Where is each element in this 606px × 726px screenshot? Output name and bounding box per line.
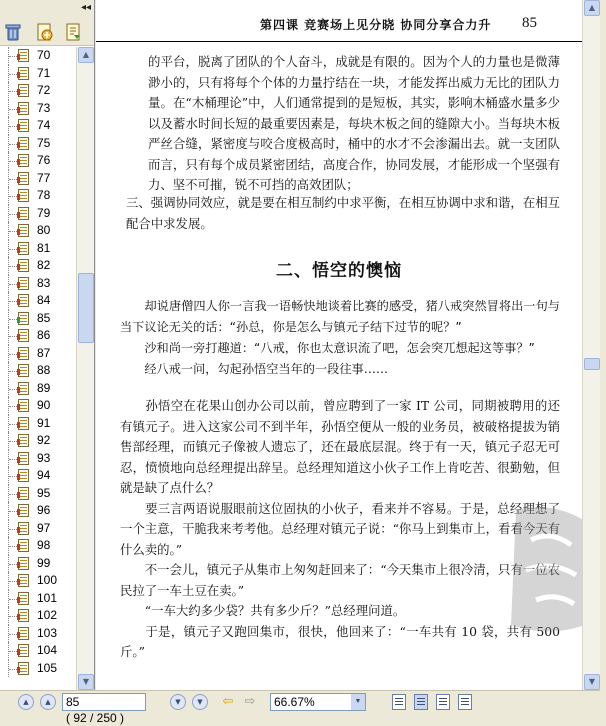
bookmark-item[interactable] <box>0 537 76 555</box>
bookmark-item[interactable] <box>0 432 76 450</box>
bookmark-label: 86 <box>37 328 51 342</box>
bookmark-label: 99 <box>37 555 51 570</box>
bookmark-label: 70 <box>37 48 51 62</box>
paragraph-intro: 却说唐僧四人你一言我一语畅快地谈着比赛的感受，猪八戒突然冒将出一句与当下议论无关的话：“孙总，你是怎么与镇元子结下过节的呢？” 沙和尚一旁打趣道：“八戒，你也太意识流了吧，怎会突兀想起这等事？” 经八戒一问，勾起孙悟空当年的一段往事…… <box>120 299 560 376</box>
bookmark-item[interactable] <box>0 520 76 538</box>
continuous-facing-view-icon[interactable] <box>458 694 472 710</box>
bookmark-item[interactable] <box>0 555 76 573</box>
page-icon <box>18 67 29 80</box>
chevron-down-icon[interactable]: ▼ <box>351 694 365 710</box>
bookmark-item[interactable] <box>0 485 76 503</box>
bookmark-item[interactable] <box>0 187 76 205</box>
bookmark-label: 103 <box>37 625 58 640</box>
bookmark-label: 79 <box>37 205 51 220</box>
bookmark-item[interactable] <box>0 590 76 608</box>
bookmark-item[interactable] <box>0 152 76 170</box>
bookmark-label: 95 <box>37 485 51 500</box>
bookmarks-toolbar <box>0 18 94 46</box>
scrollbar-thumb[interactable] <box>78 273 94 343</box>
paragraph-point-three: 三、强调协同效应，就是要在相互制约中求平衡，在相互协调中求和谐，在相互配合中求发展。 <box>126 195 560 231</box>
bookmark-label: 74 <box>37 118 51 132</box>
bookmarks-scrollbar[interactable] <box>76 47 94 690</box>
section-heading: 二、悟空的懊恼 <box>276 261 402 281</box>
page-number: 85 <box>522 15 537 31</box>
page-icon <box>18 399 29 412</box>
page-icon <box>18 189 29 202</box>
bookmark-item[interactable] <box>0 257 76 275</box>
bookmark-label: 78 <box>37 188 51 202</box>
page-icon <box>18 207 29 220</box>
page-icon <box>18 102 29 115</box>
page-icon <box>18 154 29 167</box>
bookmark-label: 84 <box>37 293 51 307</box>
bookmark-label: 87 <box>37 345 51 360</box>
bookmark-item[interactable] <box>0 607 76 625</box>
bookmarks-panel <box>0 0 95 690</box>
bookmark-label: 81 <box>37 240 51 255</box>
bookmark-label: 96 <box>37 503 51 517</box>
scroll-up-button[interactable]: ▲ <box>78 47 94 63</box>
bookmark-item[interactable] <box>0 467 76 485</box>
doc-scroll-down-button[interactable]: ▼ <box>584 674 600 690</box>
bookmark-label: 93 <box>37 450 51 465</box>
bookmark-label: 100 <box>37 573 58 587</box>
page-icon <box>18 259 29 272</box>
page-number-input[interactable] <box>62 693 146 725</box>
bookmark-item[interactable] <box>0 660 76 678</box>
page-icon <box>18 662 29 675</box>
bookmark-item[interactable] <box>0 362 76 380</box>
running-header-title: 第四课 竞赛场上见分晓 协同分享合力升 <box>260 18 492 32</box>
page-icon <box>18 224 29 237</box>
page-bookmark-list <box>0 47 76 690</box>
last-page-button[interactable]: ▼ <box>192 694 208 710</box>
page-icon <box>18 329 29 342</box>
bookmark-label: 73 <box>37 100 51 115</box>
page-position-label: ( 92 / 250 ) <box>66 711 125 725</box>
bookmark-label: 104 <box>37 643 58 657</box>
bookmark-label: 91 <box>37 415 51 430</box>
bookmark-item[interactable] <box>0 625 76 643</box>
bookmark-label: 88 <box>37 363 51 377</box>
bookmark-item[interactable] <box>0 65 76 83</box>
bookmark-label: 76 <box>37 153 51 167</box>
paragraph-story: 孙悟空在花果山创办公司以前，曾应聘到了一家 IT 公司，同期被聘用的还有镇元子。进入这家公司不到半年，孙悟空便从一般的业务员，被破格提拔为销售部经理，而镇元子像被人遗忘了，还在最底层混。终于有一天，镇元子忍无可忍，愤愤地向总经理提出辞呈。总经理知道这小伙子工作上肯吃苦、很勤勉，但就是缺了点什么？ 要三言两语说服眼前这位固执的小伙子，看来并不容易。于是，总经理想了一个主意，干脆我来考考他。总经理对镇元子说：“你马上到集市上，看看今天有什么卖的。” 不一会儿，镇元子从集市上匆匆赶回来了：“今天集市上很冷清，只有一位农民拉了一车土豆在卖。” “一车大约多少袋？共有多少斤？”总经理问道。 于是，镇元子又跑回集市，很快，他回来了：“一车共有 10 袋，共有 斤。” <box>120 398 561 659</box>
trash-icon[interactable] <box>4 23 22 41</box>
bookmark-item[interactable] <box>0 205 76 223</box>
next-page-button[interactable]: ▼ <box>170 694 186 710</box>
zoom-select[interactable] <box>270 693 366 711</box>
zoom-value: 66.67% <box>274 695 315 709</box>
page-icon <box>18 522 29 535</box>
document-scrollbar[interactable] <box>582 0 600 690</box>
bookmark-label: 90 <box>37 398 51 412</box>
navigation-toolbar <box>0 690 600 725</box>
page-icon <box>18 557 29 570</box>
bookmark-item[interactable] <box>0 47 76 65</box>
forward-arrow-icon[interactable]: ⇨ <box>244 694 256 709</box>
page-icon <box>18 312 29 325</box>
bookmark-item[interactable] <box>0 345 76 363</box>
page-icon <box>18 277 29 290</box>
bookmark-label: 75 <box>37 135 51 150</box>
bookmark-label: 97 <box>37 520 51 535</box>
page-icon <box>18 504 29 517</box>
bookmark-item[interactable] <box>0 275 76 293</box>
bookmark-item[interactable] <box>0 572 76 590</box>
bookmark-label: 101 <box>37 590 58 605</box>
bookmark-label: 94 <box>37 468 51 482</box>
document-page <box>96 0 582 690</box>
single-page-view-icon[interactable] <box>392 694 406 710</box>
page-icon <box>18 539 29 552</box>
bookmark-item[interactable] <box>0 82 76 100</box>
bookmarks-panel-header <box>0 0 94 18</box>
bookmark-item[interactable] <box>0 117 76 135</box>
page-running-header <box>96 12 582 42</box>
bookmark-label: 82 <box>37 258 51 272</box>
page-icon <box>18 609 29 622</box>
continuous-view-icon[interactable] <box>414 694 428 710</box>
page-icon <box>18 382 29 395</box>
page-icon <box>18 434 29 447</box>
bookmark-item[interactable] <box>0 397 76 415</box>
collapse-panel-button[interactable]: ◂◂ <box>80 2 91 13</box>
page-icon <box>18 644 29 657</box>
bookmark-label: 98 <box>37 538 51 552</box>
page-icon <box>18 84 29 97</box>
bookmark-label: 89 <box>37 380 51 395</box>
page-icon <box>18 487 29 500</box>
bookmark-item[interactable] <box>0 502 76 520</box>
bookmark-label: 85 <box>37 310 51 325</box>
bookmark-label: 92 <box>37 433 51 447</box>
page-icon <box>18 574 29 587</box>
page-icon <box>18 417 29 430</box>
bookmark-label: 71 <box>37 65 51 80</box>
scroll-down-button[interactable]: ▼ <box>78 674 94 690</box>
page-icon <box>18 592 29 605</box>
bookmark-label: 77 <box>37 170 51 185</box>
page-icon <box>18 294 29 307</box>
doc-scroll-up-button[interactable]: ▲ <box>584 0 600 16</box>
bookmark-item[interactable] <box>0 310 76 328</box>
bookmark-label: 102 <box>37 608 58 622</box>
previous-page-button[interactable]: ▲ <box>40 694 56 710</box>
bookmark-item[interactable] <box>0 170 76 188</box>
bookmark-label: 83 <box>37 275 51 290</box>
page-icon <box>18 137 29 150</box>
bookmark-item[interactable] <box>0 380 76 398</box>
bookmark-item[interactable] <box>0 222 76 240</box>
bookmark-item[interactable] <box>0 240 76 258</box>
page-icon <box>18 119 29 132</box>
bookmark-item[interactable] <box>0 415 76 433</box>
bookmark-item[interactable] <box>0 327 76 345</box>
first-page-button[interactable]: ▲ <box>18 694 34 710</box>
bookmark-item[interactable] <box>0 292 76 310</box>
paragraph-teamwork: 的平台，脱离了团队的个人奋斗，成就是有限的。因为个人的力量也是微薄渺小的，只有将每个个体的力量拧结在一块，才能发挥出威力无比的团队力量。在“木桶理论”中，人们通常提到的是短板，其实，影响木桶盛水量多少以及蓄水时间长短的最重要因素是，每块木板之间的缝隙大小。当每块木板严丝合缝，紧密度与咬合度极高时，桶中的水才不会渗漏出去。就一支团队而言，只有每个成员紧密团结，高度合作，协同发展，才能形成一个坚强有力、坚不可摧，锐不可挡的高效团队； <box>148 54 560 192</box>
doc-scrollbar-thumb[interactable] <box>584 358 600 370</box>
facing-view-icon[interactable] <box>436 694 450 710</box>
back-arrow-icon[interactable]: ⇦ <box>222 694 234 709</box>
bookmark-item[interactable] <box>0 100 76 118</box>
page-icon <box>18 347 29 360</box>
bookmark-item[interactable] <box>0 450 76 468</box>
add-bookmark-icon[interactable] <box>35 23 53 41</box>
current-page-value: 85 <box>66 695 80 709</box>
page-icon <box>18 469 29 482</box>
bookmark-properties-icon[interactable] <box>64 23 82 41</box>
bookmark-label: 72 <box>37 83 51 97</box>
bookmark-item[interactable] <box>0 135 76 153</box>
page-icon <box>18 49 29 62</box>
page-icon <box>18 242 29 255</box>
bookmark-item[interactable] <box>0 642 76 660</box>
page-icon <box>18 172 29 185</box>
bookmark-label: 105 <box>37 660 58 675</box>
page-icon <box>18 452 29 465</box>
page-icon <box>18 364 29 377</box>
page-icon <box>18 627 29 640</box>
bookmark-label: 80 <box>37 223 51 237</box>
